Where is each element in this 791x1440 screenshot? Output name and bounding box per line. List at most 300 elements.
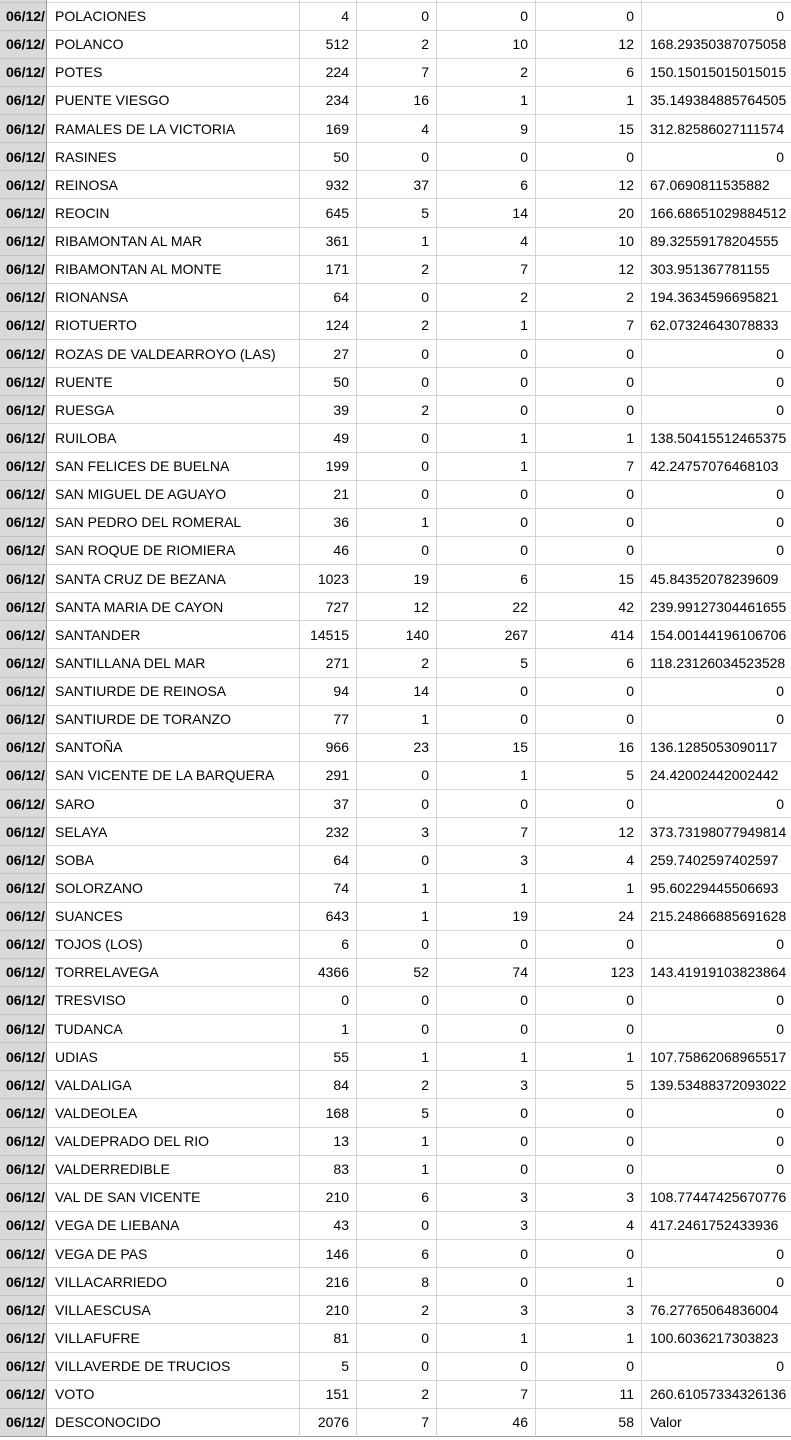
count-cell[interactable]: 58 [536,1409,642,1437]
rate-cell[interactable]: 0 [642,1353,791,1381]
count-cell[interactable]: 0 [437,1128,536,1156]
count-cell[interactable]: 21 [300,481,357,509]
count-cell[interactable]: 224 [300,59,357,87]
row-header-cell[interactable]: 06/12/ [0,1353,47,1381]
count-cell[interactable]: 1 [357,1156,437,1184]
count-cell[interactable]: 5 [437,649,536,677]
municipality-cell[interactable]: UDIAS [47,1043,300,1071]
rate-cell[interactable]: 100.6036217303823 [642,1324,791,1352]
count-cell[interactable]: 37 [300,790,357,818]
count-cell[interactable]: 9 [437,115,536,143]
row-header-cell[interactable]: 06/12/ [0,1268,47,1296]
count-cell[interactable]: 0 [437,1240,536,1268]
count-cell[interactable]: 84 [300,1071,357,1099]
count-cell[interactable]: 1 [536,874,642,902]
count-cell[interactable]: 49 [300,424,357,452]
count-cell[interactable]: 232 [300,818,357,846]
count-cell[interactable]: 0 [357,1324,437,1352]
count-cell[interactable]: 6 [357,1240,437,1268]
row-header-cell[interactable]: 06/12/ [0,31,47,59]
municipality-cell[interactable]: SANTA MARIA DE CAYON [47,593,300,621]
row-header-cell[interactable]: 06/12/ [0,1071,47,1099]
row-header-cell[interactable]: 06/12/ [0,874,47,902]
count-cell[interactable]: 0 [536,1240,642,1268]
count-cell[interactable]: 0 [437,1268,536,1296]
rate-cell[interactable]: 0 [642,1128,791,1156]
count-cell[interactable]: 3 [437,1212,536,1240]
municipality-cell[interactable]: DESCONOCIDO [47,1409,300,1437]
count-cell[interactable]: 0 [357,846,437,874]
rate-cell[interactable]: 0 [642,706,791,734]
municipality-cell[interactable]: SOLORZANO [47,874,300,902]
count-cell[interactable]: 14 [357,678,437,706]
rate-cell[interactable]: 95.60229445506693 [642,874,791,902]
count-cell[interactable]: 22 [437,593,536,621]
count-cell[interactable]: 0 [437,509,536,537]
municipality-cell[interactable]: VALDEPRADO DEL RIO [47,1128,300,1156]
count-cell[interactable]: 2 [357,31,437,59]
count-cell[interactable]: 7 [437,1381,536,1409]
rate-cell[interactable]: 0 [642,1156,791,1184]
municipality-cell[interactable]: TOJOS (LOS) [47,931,300,959]
rate-cell[interactable]: 0 [642,537,791,565]
count-cell[interactable]: 24 [536,903,642,931]
count-cell[interactable]: 0 [357,368,437,396]
count-cell[interactable]: 43 [300,1212,357,1240]
count-cell[interactable]: 1023 [300,565,357,593]
rate-cell[interactable]: 259.7402597402597 [642,846,791,874]
count-cell[interactable]: 0 [357,453,437,481]
municipality-cell[interactable]: VAL DE SAN VICENTE [47,1184,300,1212]
row-header-cell[interactable]: 06/12/ [0,199,47,227]
count-cell[interactable]: 15 [437,734,536,762]
rate-cell[interactable]: 373.73198077949814 [642,818,791,846]
count-cell[interactable]: 15 [536,565,642,593]
count-cell[interactable]: 5 [357,199,437,227]
rate-cell[interactable]: Valor [642,1409,791,1437]
count-cell[interactable]: 2 [536,284,642,312]
municipality-cell[interactable]: VILLAVERDE DE TRUCIOS [47,1353,300,1381]
count-cell[interactable]: 14 [437,199,536,227]
row-header-cell[interactable]: 06/12/ [0,621,47,649]
municipality-cell[interactable]: SANTIURDE DE TORANZO [47,706,300,734]
municipality-cell[interactable]: ROZAS DE VALDEARROYO (LAS) [47,340,300,368]
count-cell[interactable]: 2 [437,59,536,87]
count-cell[interactable]: 1 [437,874,536,902]
municipality-cell[interactable]: SANTANDER [47,621,300,649]
count-cell[interactable]: 199 [300,453,357,481]
row-header-cell[interactable]: 06/12/ [0,1240,47,1268]
count-cell[interactable]: 210 [300,1184,357,1212]
municipality-cell[interactable]: POTES [47,59,300,87]
count-cell[interactable]: 7 [536,312,642,340]
count-cell[interactable]: 512 [300,31,357,59]
count-cell[interactable]: 1 [437,87,536,115]
count-cell[interactable]: 0 [357,143,437,171]
rate-cell[interactable]: 138.50415512465375 [642,424,791,452]
count-cell[interactable]: 4 [357,115,437,143]
count-cell[interactable]: 1 [437,762,536,790]
count-cell[interactable]: 1 [300,1015,357,1043]
count-cell[interactable]: 0 [437,931,536,959]
count-cell[interactable]: 1 [437,1324,536,1352]
rate-cell[interactable]: 0 [642,396,791,424]
count-cell[interactable]: 2 [357,396,437,424]
row-header-cell[interactable]: 06/12/ [0,678,47,706]
count-cell[interactable]: 0 [536,537,642,565]
row-header-cell[interactable]: 06/12/ [0,284,47,312]
municipality-cell[interactable]: REINOSA [47,171,300,199]
municipality-cell[interactable]: SOBA [47,846,300,874]
municipality-cell[interactable]: RIONANSA [47,284,300,312]
count-cell[interactable]: 1 [357,903,437,931]
count-cell[interactable]: 0 [437,143,536,171]
count-cell[interactable]: 1 [357,228,437,256]
count-cell[interactable]: 0 [536,396,642,424]
count-cell[interactable]: 7 [357,1409,437,1437]
count-cell[interactable]: 0 [536,3,642,31]
count-cell[interactable]: 1 [437,424,536,452]
row-header-cell[interactable]: 06/12/ [0,593,47,621]
count-cell[interactable]: 42 [536,593,642,621]
count-cell[interactable]: 2076 [300,1409,357,1437]
count-cell[interactable]: 216 [300,1268,357,1296]
count-cell[interactable]: 234 [300,87,357,115]
count-cell[interactable]: 19 [437,903,536,931]
count-cell[interactable]: 2 [357,1381,437,1409]
rate-cell[interactable]: 166.68651029884512 [642,199,791,227]
count-cell[interactable]: 0 [437,678,536,706]
count-cell[interactable]: 4 [437,228,536,256]
count-cell[interactable]: 0 [536,1015,642,1043]
municipality-cell[interactable]: RUESGA [47,396,300,424]
count-cell[interactable]: 1 [357,874,437,902]
count-cell[interactable]: 74 [437,959,536,987]
rate-cell[interactable]: 67.0690811535882 [642,171,791,199]
count-cell[interactable]: 0 [437,3,536,31]
count-cell[interactable]: 1 [536,1268,642,1296]
count-cell[interactable]: 0 [536,1128,642,1156]
count-cell[interactable]: 15 [536,115,642,143]
count-cell[interactable]: 0 [536,368,642,396]
municipality-cell[interactable]: VEGA DE LIEBANA [47,1212,300,1240]
count-cell[interactable]: 932 [300,171,357,199]
count-cell[interactable]: 23 [357,734,437,762]
row-header-cell[interactable]: 06/12/ [0,1128,47,1156]
count-cell[interactable]: 83 [300,1156,357,1184]
count-cell[interactable]: 0 [536,987,642,1015]
municipality-cell[interactable]: SAN FELICES DE BUELNA [47,453,300,481]
row-header-cell[interactable]: 06/12/ [0,115,47,143]
count-cell[interactable]: 414 [536,621,642,649]
count-cell[interactable]: 14515 [300,621,357,649]
row-header-cell[interactable]: 06/12/ [0,706,47,734]
count-cell[interactable]: 0 [437,790,536,818]
municipality-cell[interactable]: SAN VICENTE DE LA BARQUERA [47,762,300,790]
rate-cell[interactable]: 0 [642,3,791,31]
municipality-cell[interactable]: TRESVISO [47,987,300,1015]
rate-cell[interactable]: 0 [642,1268,791,1296]
count-cell[interactable]: 645 [300,199,357,227]
rate-cell[interactable]: 0 [642,340,791,368]
municipality-cell[interactable]: VALDALIGA [47,1071,300,1099]
row-header-cell[interactable]: 06/12/ [0,143,47,171]
count-cell[interactable]: 3 [437,1296,536,1324]
count-cell[interactable]: 0 [437,340,536,368]
row-header-cell[interactable]: 06/12/ [0,59,47,87]
count-cell[interactable]: 0 [536,706,642,734]
rate-cell[interactable]: 0 [642,1015,791,1043]
count-cell[interactable]: 12 [536,31,642,59]
rate-cell[interactable]: 62.07324643078833 [642,312,791,340]
count-cell[interactable]: 1 [357,706,437,734]
count-cell[interactable]: 0 [357,340,437,368]
rate-cell[interactable]: 0 [642,1240,791,1268]
municipality-cell[interactable]: SUANCES [47,903,300,931]
rate-cell[interactable]: 45.84352078239609 [642,565,791,593]
municipality-cell[interactable]: RUENTE [47,368,300,396]
count-cell[interactable]: 5 [357,1099,437,1127]
count-cell[interactable]: 46 [300,537,357,565]
rate-cell[interactable]: 0 [642,790,791,818]
count-cell[interactable]: 77 [300,706,357,734]
municipality-cell[interactable]: SAN ROQUE DE RIOMIERA [47,537,300,565]
count-cell[interactable]: 1 [437,312,536,340]
count-cell[interactable]: 0 [357,762,437,790]
municipality-cell[interactable]: VALDEOLEA [47,1099,300,1127]
municipality-cell[interactable]: VEGA DE PAS [47,1240,300,1268]
row-header-cell[interactable]: 06/12/ [0,256,47,284]
row-header-cell[interactable]: 06/12/ [0,1324,47,1352]
count-cell[interactable]: 1 [536,424,642,452]
count-cell[interactable]: 50 [300,143,357,171]
count-cell[interactable]: 267 [437,621,536,649]
count-cell[interactable]: 2 [357,312,437,340]
count-cell[interactable]: 6 [536,59,642,87]
row-header-cell[interactable]: 06/12/ [0,1212,47,1240]
row-header-cell[interactable]: 06/12/ [0,453,47,481]
row-header-cell[interactable]: 06/12/ [0,734,47,762]
count-cell[interactable]: 12 [357,593,437,621]
count-cell[interactable]: 0 [437,1099,536,1127]
count-cell[interactable]: 0 [536,931,642,959]
count-cell[interactable]: 4 [536,1212,642,1240]
count-cell[interactable]: 1 [536,87,642,115]
count-cell[interactable]: 361 [300,228,357,256]
count-cell[interactable]: 0 [437,987,536,1015]
municipality-cell[interactable]: RIBAMONTAN AL MONTE [47,256,300,284]
rate-cell[interactable]: 0 [642,931,791,959]
count-cell[interactable]: 37 [357,171,437,199]
count-cell[interactable]: 146 [300,1240,357,1268]
municipality-cell[interactable]: SELAYA [47,818,300,846]
count-cell[interactable]: 171 [300,256,357,284]
count-cell[interactable]: 46 [437,1409,536,1437]
count-cell[interactable]: 5 [536,762,642,790]
count-cell[interactable]: 0 [536,340,642,368]
row-header-cell[interactable]: 06/12/ [0,1015,47,1043]
count-cell[interactable]: 3 [437,1071,536,1099]
count-cell[interactable]: 94 [300,678,357,706]
count-cell[interactable]: 0 [437,368,536,396]
row-header-cell[interactable]: 06/12/ [0,1409,47,1437]
municipality-cell[interactable]: VILLAESCUSA [47,1296,300,1324]
rate-cell[interactable]: 143.41919103823864 [642,959,791,987]
count-cell[interactable]: 643 [300,903,357,931]
count-cell[interactable]: 0 [437,481,536,509]
row-header-cell[interactable]: 06/12/ [0,565,47,593]
row-header-cell[interactable]: 06/12/ [0,649,47,677]
row-header-cell[interactable]: 06/12/ [0,846,47,874]
count-cell[interactable]: 0 [437,1015,536,1043]
count-cell[interactable]: 6 [536,649,642,677]
rate-cell[interactable]: 136.1285053090117 [642,734,791,762]
count-cell[interactable]: 5 [536,1071,642,1099]
municipality-cell[interactable]: PUENTE VIESGO [47,87,300,115]
row-header-cell[interactable]: 06/12/ [0,368,47,396]
count-cell[interactable]: 1 [437,453,536,481]
rate-cell[interactable]: 0 [642,481,791,509]
rate-cell[interactable]: 107.75862068965517 [642,1043,791,1071]
count-cell[interactable]: 6 [300,931,357,959]
count-cell[interactable]: 7 [536,453,642,481]
count-cell[interactable]: 8 [357,1268,437,1296]
count-cell[interactable]: 12 [536,171,642,199]
municipality-cell[interactable]: SANTOÑA [47,734,300,762]
count-cell[interactable]: 2 [357,1296,437,1324]
row-header-cell[interactable]: 06/12/ [0,228,47,256]
count-cell[interactable]: 966 [300,734,357,762]
count-cell[interactable]: 36 [300,509,357,537]
rate-cell[interactable]: 312.82586027111574 [642,115,791,143]
rate-cell[interactable]: 303.951367781155 [642,256,791,284]
count-cell[interactable]: 3 [536,1296,642,1324]
count-cell[interactable]: 2 [357,1071,437,1099]
count-cell[interactable]: 0 [357,1212,437,1240]
rate-cell[interactable]: 35.149384885764505 [642,87,791,115]
rate-cell[interactable]: 118.23126034523528 [642,649,791,677]
count-cell[interactable]: 0 [300,987,357,1015]
row-header-cell[interactable]: 06/12/ [0,537,47,565]
rate-cell[interactable]: 139.53488372093022 [642,1071,791,1099]
count-cell[interactable]: 124 [300,312,357,340]
municipality-cell[interactable]: RIBAMONTAN AL MAR [47,228,300,256]
municipality-cell[interactable]: SAN MIGUEL DE AGUAYO [47,481,300,509]
count-cell[interactable]: 6 [437,171,536,199]
municipality-cell[interactable]: SARO [47,790,300,818]
count-cell[interactable]: 0 [437,1156,536,1184]
count-cell[interactable]: 12 [536,256,642,284]
municipality-cell[interactable]: RIOTUERTO [47,312,300,340]
municipality-cell[interactable]: SAN PEDRO DEL ROMERAL [47,509,300,537]
rate-cell[interactable]: 0 [642,509,791,537]
row-header-cell[interactable]: 06/12/ [0,340,47,368]
rate-cell[interactable]: 260.61057334326136 [642,1381,791,1409]
row-header-cell[interactable]: 06/12/ [0,1099,47,1127]
count-cell[interactable]: 727 [300,593,357,621]
count-cell[interactable]: 0 [536,509,642,537]
count-cell[interactable]: 4 [536,846,642,874]
count-cell[interactable]: 0 [357,790,437,818]
rate-cell[interactable]: 0 [642,987,791,1015]
count-cell[interactable]: 1 [536,1043,642,1071]
rate-cell[interactable]: 0 [642,678,791,706]
count-cell[interactable]: 39 [300,396,357,424]
count-cell[interactable]: 2 [437,284,536,312]
count-cell[interactable]: 0 [536,678,642,706]
rate-cell[interactable]: 89.32559178204555 [642,228,791,256]
row-header-cell[interactable]: 06/12/ [0,509,47,537]
rate-cell[interactable]: 0 [642,368,791,396]
municipality-cell[interactable]: TORRELAVEGA [47,959,300,987]
count-cell[interactable]: 0 [357,537,437,565]
row-header-cell[interactable]: 06/12/ [0,424,47,452]
municipality-cell[interactable]: POLACIONES [47,3,300,31]
row-header-cell[interactable]: 06/12/ [0,1043,47,1071]
row-header-cell[interactable]: 06/12/ [0,1184,47,1212]
count-cell[interactable]: 0 [437,396,536,424]
count-cell[interactable]: 3 [357,818,437,846]
count-cell[interactable]: 0 [437,1353,536,1381]
rate-cell[interactable]: 108.77447425670776 [642,1184,791,1212]
count-cell[interactable]: 1 [357,1043,437,1071]
count-cell[interactable]: 81 [300,1324,357,1352]
row-header-cell[interactable]: 06/12/ [0,3,47,31]
count-cell[interactable]: 140 [357,621,437,649]
count-cell[interactable]: 1 [437,1043,536,1071]
count-cell[interactable]: 3 [437,1184,536,1212]
count-cell[interactable]: 1 [357,509,437,537]
rate-cell[interactable]: 0 [642,1099,791,1127]
count-cell[interactable]: 0 [357,284,437,312]
count-cell[interactable]: 0 [536,1099,642,1127]
municipality-cell[interactable]: RASINES [47,143,300,171]
count-cell[interactable]: 291 [300,762,357,790]
count-cell[interactable]: 20 [536,199,642,227]
municipality-cell[interactable]: SANTIURDE DE REINOSA [47,678,300,706]
count-cell[interactable]: 27 [300,340,357,368]
municipality-cell[interactable]: RAMALES DE LA VICTORIA [47,115,300,143]
count-cell[interactable]: 0 [437,706,536,734]
count-cell[interactable]: 0 [536,1156,642,1184]
row-header-cell[interactable]: 06/12/ [0,987,47,1015]
count-cell[interactable]: 1 [357,1128,437,1156]
rate-cell[interactable]: 24.42002442002442 [642,762,791,790]
count-cell[interactable]: 0 [357,424,437,452]
count-cell[interactable]: 2 [357,649,437,677]
count-cell[interactable]: 13 [300,1128,357,1156]
count-cell[interactable]: 19 [357,565,437,593]
rate-cell[interactable]: 154.00144196106706 [642,621,791,649]
municipality-cell[interactable]: SANTILLANA DEL MAR [47,649,300,677]
count-cell[interactable]: 2 [357,256,437,284]
count-cell[interactable]: 0 [357,3,437,31]
count-cell[interactable]: 210 [300,1296,357,1324]
count-cell[interactable]: 168 [300,1099,357,1127]
count-cell[interactable]: 6 [357,1184,437,1212]
row-header-cell[interactable]: 06/12/ [0,818,47,846]
count-cell[interactable]: 16 [536,734,642,762]
count-cell[interactable]: 123 [536,959,642,987]
row-header-cell[interactable]: 06/12/ [0,931,47,959]
row-header-cell[interactable]: 06/12/ [0,762,47,790]
count-cell[interactable]: 6 [437,565,536,593]
count-cell[interactable]: 50 [300,368,357,396]
municipality-cell[interactable]: VALDERREDIBLE [47,1156,300,1184]
count-cell[interactable]: 0 [536,790,642,818]
count-cell[interactable]: 10 [536,228,642,256]
count-cell[interactable]: 0 [357,481,437,509]
